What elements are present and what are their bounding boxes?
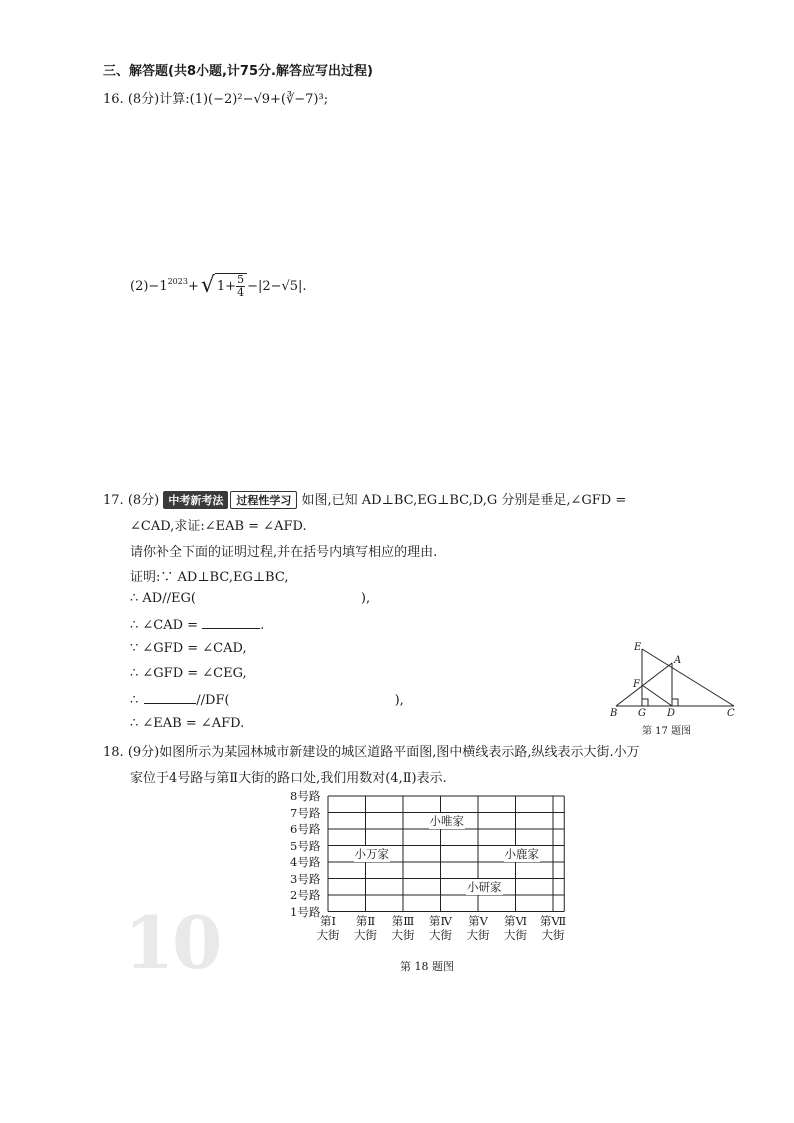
street-label [502, 914, 530, 942]
street-label-bottom: 大街 [541, 927, 565, 942]
house-label: 小鹿家 [504, 846, 539, 861]
fraction-numerator: 5 [237, 273, 245, 286]
q16-number: 16. [103, 92, 124, 107]
q18-number: 18. [103, 745, 124, 760]
proof-line-2 [130, 591, 370, 606]
road-label: 4号路 [290, 855, 321, 869]
proof-line-6 [130, 691, 404, 708]
q17-line1 [103, 489, 626, 509]
proof-line-2-tail: ), [360, 591, 371, 606]
proof-line-6-tail: ), [394, 693, 404, 708]
q16-part2-c: −|2−√5|. [247, 278, 307, 294]
fig18-caption: 第 18 题图 [400, 960, 454, 973]
q16-part1-expression: (−2)²−√9+(∛−7)³; [208, 92, 329, 107]
q17-score: (8分) [127, 493, 160, 508]
street-label-top: 第Ⅳ [429, 913, 452, 928]
road-label: 2号路 [290, 888, 321, 902]
proof-line-3-tail: . [260, 618, 265, 633]
sqrt-symbol-icon: √ [200, 273, 215, 298]
road-label: 8号路 [290, 789, 321, 803]
q17-geometry-figure [600, 636, 750, 742]
label-b: B [610, 708, 618, 719]
tag-process-learning: 过程性学习 [230, 491, 297, 509]
q16-part2-a: −1 [148, 278, 168, 294]
q16-line [103, 88, 328, 107]
street-label [352, 914, 380, 942]
q16-part2 [130, 266, 307, 306]
label-c: C [727, 708, 735, 719]
street-label-bottom: 大街 [504, 927, 527, 942]
answer-blank-1[interactable] [202, 616, 260, 629]
q16-part2-fraction [236, 274, 245, 299]
road-label: 6号路 [290, 822, 321, 836]
q18-line1 [103, 741, 640, 760]
q18-score: (9分) [127, 745, 160, 760]
proof-line-5: ∴ ∠GFD = ∠CEG, [130, 666, 247, 681]
street-label-top: 第Ⅴ [468, 913, 488, 928]
proof-line-2-text: ∴ AD//EG( [130, 591, 196, 606]
street-label [539, 914, 567, 942]
street-label-top: 第Ⅶ [539, 913, 567, 928]
proof-line-6-mid: //DF( [196, 693, 230, 708]
road-label: 3号路 [290, 871, 321, 886]
street-label-bottom: 大街 [429, 927, 452, 942]
label-f: F [633, 679, 640, 690]
q16-prompt: 计算:(1) [159, 92, 209, 107]
street-label-bottom: 大街 [316, 927, 340, 942]
house-label: 小唯家 [429, 813, 464, 828]
right-angle-g [642, 699, 648, 706]
street-label-bottom: 大街 [466, 927, 490, 942]
page-number-watermark: 10 [124, 900, 221, 985]
segment-ec [642, 649, 734, 706]
street-label-top: 第Ⅱ [355, 913, 376, 928]
road-grid-figure [290, 790, 590, 980]
q16-part2-plus: + [187, 278, 199, 294]
q17-text-line2: ∠CAD,求证:∠EAB = ∠AFD. [130, 519, 307, 534]
street-label [314, 914, 342, 942]
house-label: 小万家 [354, 846, 389, 861]
street-label-bottom: 大街 [391, 927, 415, 942]
tag-new-exam-method: 中考新考法 [163, 491, 228, 509]
street-label-top: 第Ⅲ [391, 913, 415, 928]
q18-text-line2: 家位于4号路与第Ⅱ大街的路口处,我们用数对(4,Ⅱ)表示. [130, 771, 447, 786]
label-a: A [674, 655, 682, 666]
label-d: D [667, 708, 676, 719]
label-e: E [634, 642, 642, 653]
section-header: 三、解答题(共8小题,计75分.解答应写出过程) [103, 64, 373, 79]
q17-number: 17. [103, 493, 124, 508]
q18-text-line1: 如图所示为某园林城市新建设的城区道路平面图,图中横线表示路,纵线表示大街.小万 [159, 745, 640, 760]
q17-text-line1: 如图,已知 AD⊥BC,EG⊥BC,D,G 分别是垂足,∠GFD = [301, 493, 627, 508]
proof-line-4: ∵ ∠GFD = ∠CAD, [130, 641, 247, 656]
answer-blank-2[interactable] [144, 691, 196, 704]
street-label [427, 914, 455, 942]
fraction-denominator: 4 [237, 286, 245, 299]
q17-text-line3: 请你补全下面的证明过程,并在括号内填写相应的理由. [130, 545, 438, 560]
label-g: G [638, 708, 646, 719]
proof-line-7: ∴ ∠EAB = ∠AFD. [130, 716, 245, 731]
street-label-bottom: 大街 [354, 927, 377, 942]
street-label [464, 914, 492, 942]
q16-part2-label: (2) [130, 278, 149, 294]
right-angle-d [672, 699, 678, 706]
street-label-top: 第Ⅰ [319, 913, 337, 928]
q16-score: (8分) [127, 92, 160, 107]
street-label-top: 第Ⅵ [503, 913, 528, 928]
proof-line-3-text: ∴ ∠CAD = [130, 618, 199, 633]
house-label: 小研家 [467, 879, 502, 894]
q16-part2-radicand: 1+ $\frac{5}{4}$ [215, 273, 247, 299]
road-grid-lines [290, 790, 590, 925]
q16-part2-exponent: 2023 [167, 276, 188, 286]
road-label: 7号路 [290, 805, 321, 820]
proof-line-3 [130, 616, 264, 633]
street-label [389, 914, 417, 942]
road-label: 5号路 [290, 838, 321, 853]
proof-line-1: 证明:∵ AD⊥BC,EG⊥BC, [130, 570, 289, 585]
road-label: 1号路 [290, 904, 321, 919]
proof-line-6-text: ∴ [130, 693, 139, 708]
fig17-caption: 第 17 题图 [642, 726, 692, 737]
segment-fd [642, 685, 672, 706]
